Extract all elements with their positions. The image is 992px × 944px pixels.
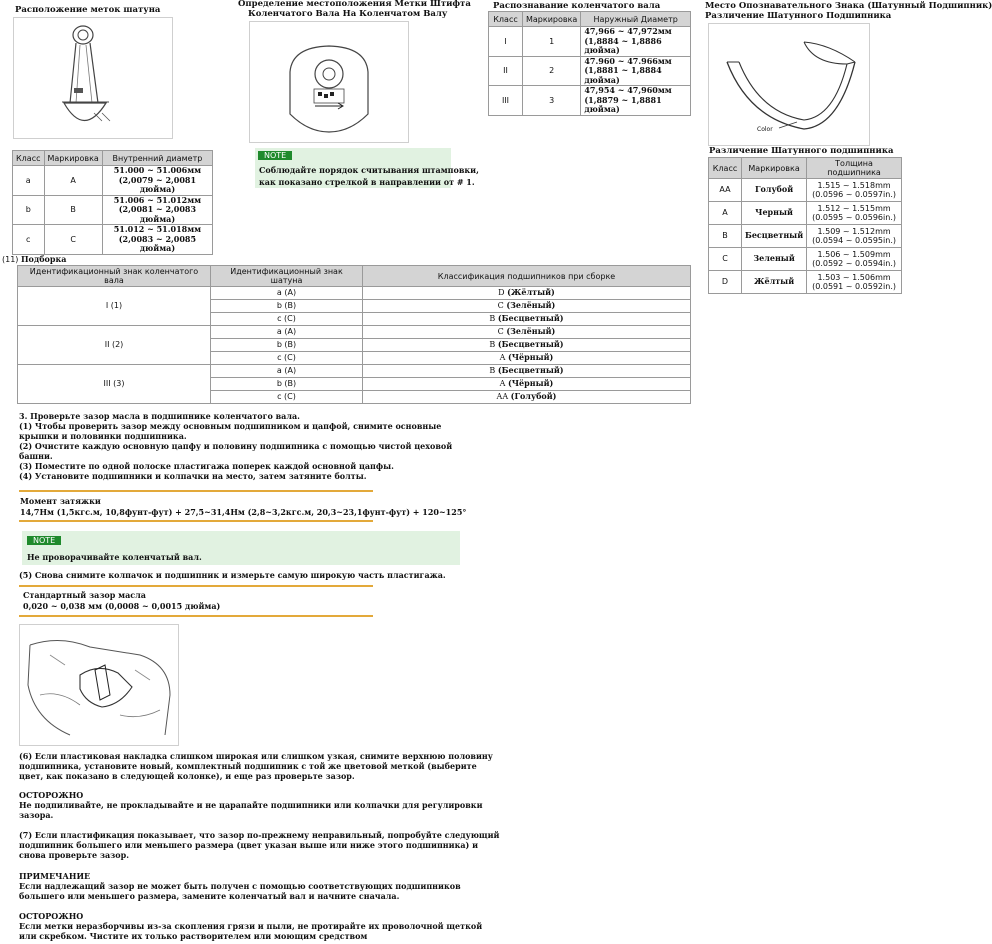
- table-row: c (C) AA (Голубой): [18, 391, 691, 404]
- torque-title: Момент затяжки: [20, 496, 101, 506]
- table-row: A Черный 1.512 ~ 1.515mm (0.0595 ~ 0.0596in.): [709, 202, 902, 225]
- table-header: Класс: [489, 12, 523, 27]
- step-text: подшипника, установите новый, комплектный подшипник с той же цветовой меткой (выберите: [19, 761, 477, 771]
- divider: [19, 520, 373, 522]
- divider: [19, 490, 373, 492]
- table-row: III (3) a (A) B (Бесцветный): [18, 365, 691, 378]
- pin-note-text: как показано стрелкой в направлении от # 1.: [259, 177, 475, 187]
- step-text: (4) Установите подшипники и колпачки на место, затем затяните болты.: [19, 471, 367, 481]
- table-row: III 3 47,954 ~ 47,960мм (1,8879 ~ 1,8881 дюйма): [489, 86, 691, 116]
- table-header: Классификация подшипников при сборке: [363, 266, 691, 287]
- caution-text: Если метки неразборчивы из-за скопления грязи и пыли, не протирайте их проволочной щеткой: [19, 921, 483, 931]
- table-row: b (B) B (Бесцветный): [18, 339, 691, 352]
- remark-text: Если надлежащий зазор не может быть получен с помощью соответствующих подшипников: [19, 881, 461, 891]
- table-row: I (1) a (A) D (Жёлтый): [18, 287, 691, 300]
- caution-title: ОСТОРОЖНО: [19, 790, 84, 800]
- table-row: II 2 47.960 ~ 47.966мм (1,8881 ~ 1,8884 дюйма): [489, 56, 691, 86]
- bearing-section-title: Место Опознавательного Знака (Шатунный Подшипник): [705, 1, 992, 11]
- step-text: башни.: [19, 451, 53, 461]
- conrod-class-table: [12, 150, 213, 255]
- table-row: b (B) A (Чёрный): [18, 378, 691, 391]
- table-row: D Жёлтый 1.503 ~ 1.506mm (0.0591 ~ 0.0592in.): [709, 271, 902, 294]
- step-text: (3) Поместите по одной полоске пластигажа поперек каждой основной цапфы.: [19, 461, 394, 471]
- step-text: (7) Если пластификация показывает, что зазор по-прежнему неправильный, попробуйте следующий: [19, 830, 500, 840]
- remark-title: ПРИМЕЧАНИЕ: [19, 871, 91, 881]
- crankshaft-pin-illustration: [249, 21, 409, 143]
- bearing-illustration: [708, 23, 870, 146]
- table-header: Класс: [13, 151, 45, 166]
- selection-heading: (11) Подборка: [2, 254, 67, 264]
- table-row: C Зеленый 1.506 ~ 1.509mm (0.0592 ~ 0.0594in.): [709, 248, 902, 271]
- divider: [19, 585, 373, 587]
- note-tag: NOTE: [258, 151, 292, 160]
- table-row: c (C) A (Чёрный): [18, 352, 691, 365]
- step-text: (6) Если пластиковая накладка слишком широкая или слишком узкая, снимите верхнюю половину: [19, 751, 493, 761]
- conrod-section-title: Расположение меток шатуна: [15, 5, 161, 15]
- bearing-color-label: Color: [757, 126, 773, 133]
- note-tag: NOTE: [27, 536, 61, 545]
- caution-text: зазора.: [19, 810, 54, 820]
- bearing-selection-table: [17, 265, 691, 404]
- caution-text: или скребком. Чистите их только растворителем или моющим средством: [19, 931, 368, 941]
- table-row: B Бесцветный 1.509 ~ 1.512mm (0.0594 ~ 0.0595in.): [709, 225, 902, 248]
- bearing-drawing: [709, 24, 869, 145]
- table-row: b B 51.006 ~ 51.012мм (2,0081 ~ 2,0083 дюйма): [13, 195, 213, 225]
- table-header: Идентификационный знак коленчатого вала: [18, 266, 211, 287]
- table-header: Толщина подшипника: [807, 158, 902, 179]
- divider: [19, 615, 373, 617]
- table-row: I 1 47,966 ~ 47,972мм (1,8884 ~ 1,8886 дюйма): [489, 27, 691, 57]
- plastigage-illustration: [19, 624, 179, 746]
- pin-section-subtitle: Коленчатого Вала На Коленчатом Валу: [248, 9, 448, 19]
- table-header: Маркировка: [742, 158, 807, 179]
- bearing-table-title: Различение Шатунного подшипника: [709, 146, 894, 156]
- table-row: b (B) C (Зелёный): [18, 300, 691, 313]
- crank-class-table: [488, 11, 691, 116]
- std-clearance-title: Стандартный зазор масла: [23, 590, 146, 600]
- caution-text: Не подпиливайте, не прокладывайте и не царапайте подшипники или колпачки для регулировки: [19, 800, 483, 810]
- crank-note-text: Не проворачивайте коленчатый вал.: [27, 552, 202, 562]
- table-header: Маркировка: [523, 12, 581, 27]
- crankshaft-drawing: [250, 22, 408, 142]
- table-row: a A 51.000 ~ 51.006мм (2,0079 ~ 2,0081 дюйма): [13, 166, 213, 196]
- bearing-section-subtitle: Различение Шатунного Подшипника: [705, 11, 892, 21]
- step-text: крышки и половинки подшипника.: [19, 431, 187, 441]
- step-text: 3. Проверьте зазор масла в подшипнике коленчатого вала.: [19, 411, 300, 421]
- step-text: (1) Чтобы проверить зазор между основным подшипником и цапфой, снимите основные: [19, 421, 442, 431]
- table-row: c C 51.012 ~ 51.018мм (2,0083 ~ 2,0085 дюйма): [13, 225, 213, 255]
- table-header: Идентификационный знак шатуна: [211, 266, 363, 287]
- table-header: Внутренний диаметр: [102, 151, 212, 166]
- conrod-drawing: [14, 18, 172, 138]
- caution-title: ОСТОРОЖНО: [19, 911, 84, 921]
- step-text: (2) Очистите каждую основную цапфу и половину подшипника с помощью чистой цеховой: [19, 441, 453, 451]
- bearing-class-table: [708, 157, 902, 294]
- step-text: снова проверьте зазор.: [19, 850, 129, 860]
- crank-section-title: Распознавание коленчатого вала: [493, 1, 661, 11]
- table-row: c (C) B (Бесцветный): [18, 313, 691, 326]
- table-row: II (2) a (A) C (Зелёный): [18, 326, 691, 339]
- pin-section-title: Определение местоположения Метки Штифта: [238, 0, 471, 9]
- torque-value: 14,7Нм (1,5кгс.м, 10,8фунт-фут) + 27,5~31,4Нм (2,8~3,2кгс.м, 20,3~23,1фунт-фут) + 120~125°: [20, 507, 467, 517]
- conrod-illustration: [13, 17, 173, 139]
- step-text: (5) Снова снимите колпачок и подшипник и измерьте самую широкую часть пластигажа.: [19, 570, 446, 580]
- step-text: подшипник большего или меньшего размера (цвет указан выше или ниже этого подшипника) и: [19, 840, 479, 850]
- std-clearance-value: 0,020 ~ 0,038 мм (0,0008 ~ 0,0015 дюйма): [23, 601, 221, 611]
- table-header: Маркировка: [44, 151, 102, 166]
- step-text: цвет, как показано в следующей колонке), и еще раз проверьте зазор.: [19, 771, 355, 781]
- table-header: Наружный Диаметр: [581, 12, 691, 27]
- table-row: AA Голубой 1.515 ~ 1.518mm (0.0596 ~ 0.0597in.): [709, 179, 902, 202]
- plastigage-drawing: [20, 625, 178, 745]
- pin-note-text: Соблюдайте порядок считывания штамповки,: [259, 165, 479, 175]
- table-header: Класс: [709, 158, 742, 179]
- remark-text: большего или меньшего размера, замените коленчатый вал и начните сначала.: [19, 891, 400, 901]
